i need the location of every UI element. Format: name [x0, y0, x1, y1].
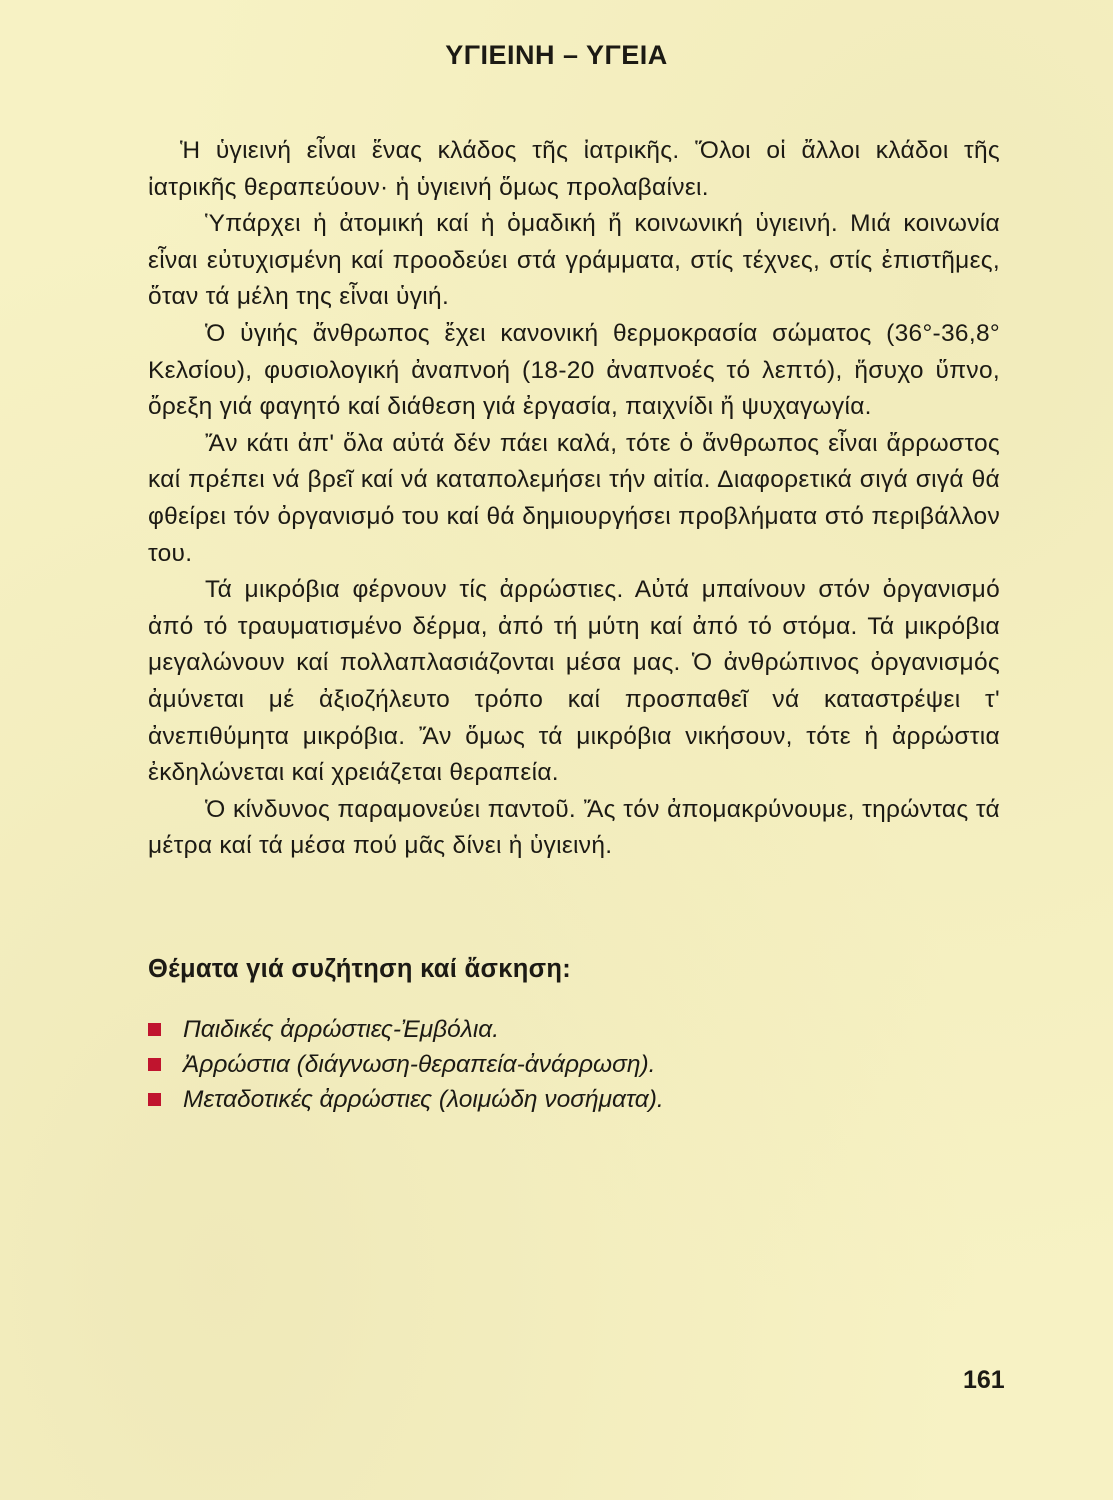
list-item	[148, 1047, 664, 1082]
bullet-square-icon	[148, 1023, 161, 1036]
list-item	[148, 1012, 664, 1047]
paragraph-6: Ὁ κίνδυνος παραμονεύει παντοῦ. Ἄς τόν ἀπομακρύνουμε, τηρώντας τά μέτρα καί τά μέσα πού μᾶς δίνει ἡ ὑγιεινή.	[148, 795, 1000, 860]
list-item	[148, 1082, 664, 1117]
page-title: ΥΓΙΕΙΝΗ – ΥΓΕΙΑ	[445, 40, 668, 70]
list-item-text: Ἀρρώστια (διάγνωση-θεραπεία-ἀνάρρωση).	[183, 1051, 656, 1078]
discussion-list	[148, 1012, 664, 1117]
bullet-square-icon	[148, 1058, 161, 1071]
paragraph-1: Ἡ ὑγιεινή εἶναι ἕνας κλάδος τῆς ἰατρικῆς. Ὅλοι οἱ ἄλλοι κλάδοι τῆς ἰατρικῆς θεραπεύουν· ἡ ὑγιεινή ὅμως προλαβαίνει.	[148, 137, 1000, 201]
page-number: 161	[963, 1366, 1005, 1394]
body-text	[148, 133, 1000, 865]
paragraph-2: Ὑπάρχει ἡ ἀτομική καί ἡ ὁμαδική ἤ κοινωνική ὑγιεινή. Μιά κοινωνία εἶναι εὐτυχισμένη καί προοδεύει στά γράμματα, στίς τέχνες, στίς ἐπιστῆμες, ὅταν τά μέλη της εἶναι ὑγιή.	[148, 210, 1000, 311]
discussion-heading: Θέματα γιά συζήτηση καί ἄσκηση:	[148, 955, 572, 983]
paragraph-4: Ἄν κάτι ἀπ' ὅλα αὐτά δέν πάει καλά, τότε ὁ ἄνθρωπος εἶναι ἄρρωστος καί πρέπει νά βρεῖ καί νά καταπολεμήσει τήν αἰτία. Διαφορετικά σιγά σιγά θά φθείρει τόν ὀργανισμό του καί θά δημιουργήσει προβλήματα στό περιβάλλον του.	[148, 429, 1000, 567]
list-item-text: Παιδικές ἀρρώστιες-Ἐμβόλια.	[183, 1016, 500, 1043]
paragraph-5: Τά μικρόβια φέρνουν τίς ἀρρώστιες. Αὐτά μπαίνουν στόν ὀργανισμό ἀπό τό τραυματισμένο δέρμα, ἀπό τή μύτη καί ἀπό τό στόμα. Τά μικρόβια μεγαλώνουν καί πολλαπλασιάζονται μέσα μας. Ὁ ἀνθρώπινος ὀργανισμός ἀμύνεται μέ ἀξιοζήλευτο τρόπο καί προσπαθεῖ νά καταστρέψει τ' ἀνεπιθύμητα μικρόβια. Ἄν ὅμως τά μικρόβια νικήσουν, τότε ἡ ἀρρώστια ἐκδηλώνεται καί χρειάζεται θεραπεία.	[148, 576, 1000, 787]
paragraph-3: Ὁ ὑγιής ἄνθρωπος ἔχει κανονική θερμοκρασία σώματος (36°-36,8° Κελσίου), φυσιολογική ἀναπνοή (18-20 ἀναπνοές τό λεπτό), ἥσυχο ὕπνο, ὄρεξη γιά φαγητό καί διάθεση γιά ἐργασία, παιχνίδι ἤ ψυχαγωγία.	[148, 319, 1000, 421]
bullet-square-icon	[148, 1093, 161, 1106]
list-item-text: Μεταδοτικές ἀρρώστιες (λοιμώδη νοσήματα).	[183, 1086, 664, 1113]
